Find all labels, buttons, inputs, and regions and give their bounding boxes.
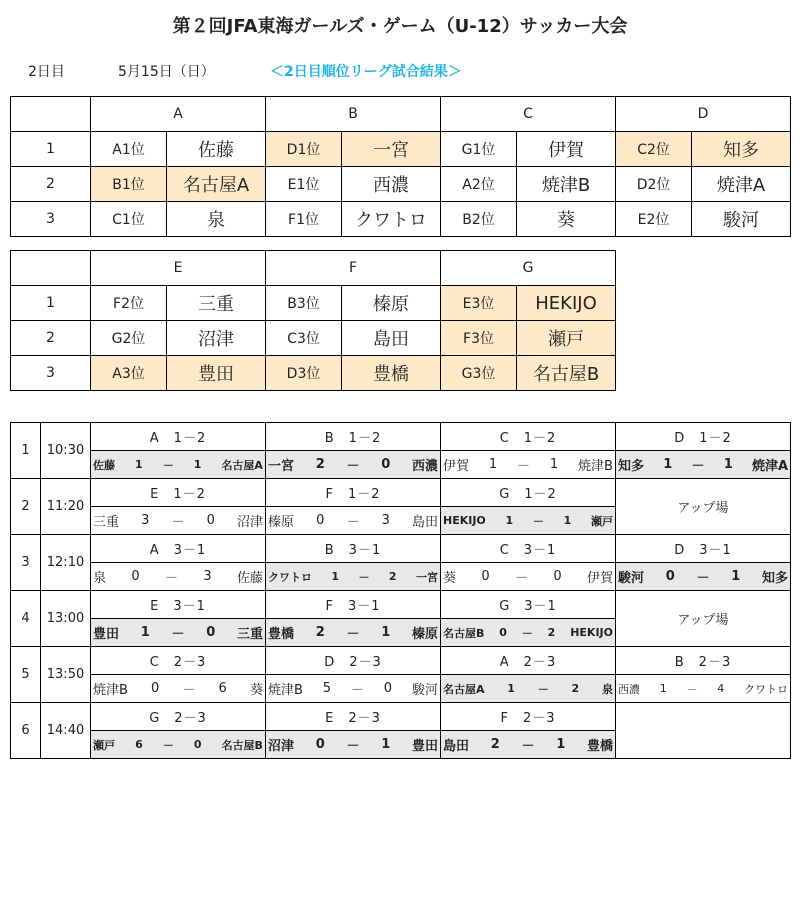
score-separator: － [696, 571, 710, 586]
group-header: C [441, 97, 616, 132]
score-separator: － [521, 626, 533, 640]
score-separator: － [346, 515, 360, 530]
round-number: 6 [11, 703, 41, 759]
team-name: 伊賀 [517, 132, 616, 167]
home-team: 豊田 [93, 627, 120, 642]
score-line [91, 457, 265, 473]
away-score: 1 [556, 737, 566, 752]
match-result [441, 563, 616, 591]
home-team: 駿河 [618, 571, 645, 586]
kickoff-time: 14:40 [41, 703, 91, 759]
home-score: 0 [665, 569, 675, 584]
match-result [441, 619, 616, 647]
away-score: 3 [203, 569, 212, 584]
away-team: 瀬戸 [590, 514, 613, 528]
home-team: 豊橋 [268, 627, 295, 642]
team-name: 豊田 [167, 356, 266, 391]
rank-position: F1位 [266, 202, 342, 237]
score-line [91, 679, 265, 698]
round-number: 1 [11, 423, 41, 479]
score-separator: － [162, 458, 174, 472]
rank-position: A1位 [91, 132, 167, 167]
match-result [616, 451, 791, 479]
match-result [616, 675, 791, 703]
group-header: G [441, 251, 616, 286]
team-name: 一宮 [342, 132, 441, 167]
away-team: HEKIJO [570, 626, 613, 639]
round-number: 3 [11, 535, 41, 591]
round-number: 5 [11, 647, 41, 703]
home-team: 名古屋A [443, 682, 485, 696]
team-name: 名古屋A [167, 167, 266, 202]
score-line [266, 569, 440, 585]
round-label-row [11, 479, 791, 507]
home-score: 2 [315, 625, 325, 640]
score-separator: － [182, 683, 196, 698]
team-name: 葵 [517, 202, 616, 237]
home-score: 2 [490, 737, 500, 752]
score-line [616, 455, 790, 474]
rank-position: E1位 [266, 167, 342, 202]
away-score: 1 [193, 458, 202, 471]
warmup-area: アップ場 [616, 479, 791, 535]
team-name: クワトロ [342, 202, 441, 237]
ranking-table-top [10, 96, 791, 237]
results-caption: ＜2日目順位リーグ試合結果＞ [270, 64, 462, 80]
round-label-row [11, 703, 791, 731]
home-team: 西濃 [618, 682, 640, 696]
score-line [266, 511, 440, 530]
away-team: 泉 [601, 682, 613, 696]
score-line [91, 623, 265, 642]
match-result [266, 619, 441, 647]
home-score: 1 [507, 682, 515, 695]
home-score: 5 [322, 681, 332, 696]
score-separator: － [346, 459, 360, 474]
score-line [441, 567, 615, 586]
rank-position: C1位 [91, 202, 167, 237]
away-team: 沼津 [236, 515, 263, 530]
rank-position: C3位 [266, 321, 342, 356]
rank-position: D3位 [266, 356, 342, 391]
match-label: A 2－3 [441, 647, 616, 675]
kickoff-time: 13:50 [41, 647, 91, 703]
score-line [441, 625, 615, 641]
match-result [441, 451, 616, 479]
match-result [441, 731, 616, 759]
score-separator: － [171, 515, 185, 530]
team-name: 焼津A [692, 167, 791, 202]
match-result [91, 675, 266, 703]
rank-position: A3位 [91, 356, 167, 391]
match-label: B 1－2 [266, 423, 441, 451]
home-team: 名古屋B [443, 626, 485, 640]
away-team: 豊橋 [586, 739, 613, 754]
home-team: 三重 [93, 515, 120, 530]
score-separator: － [532, 514, 544, 528]
rank-position: B2位 [441, 202, 517, 237]
match-result [266, 675, 441, 703]
home-score: 0 [151, 681, 160, 696]
home-score: 3 [141, 513, 150, 528]
rank-position: C2位 [616, 132, 692, 167]
kickoff-time: 10:30 [41, 423, 91, 479]
home-score: 0 [316, 513, 325, 528]
score-separator: － [686, 682, 698, 696]
home-score: 2 [315, 457, 325, 472]
match-label: E 1－2 [91, 479, 266, 507]
rank-position: B1位 [91, 167, 167, 202]
match-label: D 2－3 [266, 647, 441, 675]
team-name: 西濃 [342, 167, 441, 202]
away-score: 4 [717, 682, 725, 695]
group-header: E [91, 251, 266, 286]
rank-position: G1位 [441, 132, 517, 167]
home-score: 1 [331, 570, 340, 583]
team-name: 名古屋B [517, 356, 616, 391]
home-score: 1 [659, 682, 667, 695]
home-team: 一宮 [268, 459, 295, 474]
rank-position: F2位 [91, 286, 167, 321]
away-score: 0 [193, 738, 202, 751]
round-number: 4 [11, 591, 41, 647]
rank-number: 3 [11, 202, 91, 237]
home-team: 葵 [443, 571, 457, 586]
day-label: 2日目 [28, 64, 65, 80]
round-number: 2 [11, 479, 41, 535]
away-team: 名古屋A [221, 458, 263, 472]
round-label-row [11, 423, 791, 451]
match-label: B 3－1 [266, 535, 441, 563]
score-line [616, 567, 790, 586]
round-result-row [11, 563, 791, 591]
warmup-area: アップ場 [616, 591, 791, 647]
date-label: 5月15日（日） [118, 64, 215, 80]
score-separator: － [346, 627, 360, 642]
home-team: 焼津B [93, 683, 128, 698]
match-label: C 2－3 [91, 647, 266, 675]
rank-position: B3位 [266, 286, 342, 321]
home-team: 佐藤 [93, 458, 115, 472]
team-name: 駿河 [692, 202, 791, 237]
rank-number: 1 [11, 286, 91, 321]
away-team: 名古屋B [221, 738, 263, 752]
score-separator: － [517, 459, 531, 474]
team-name: 三重 [167, 286, 266, 321]
team-name: 榛原 [342, 286, 441, 321]
away-score: 0 [553, 569, 562, 584]
home-score: 1 [140, 625, 150, 640]
rank-row [11, 167, 791, 202]
team-name: 知多 [692, 132, 791, 167]
home-score: 0 [499, 626, 507, 639]
match-result [441, 675, 616, 703]
away-score: 1 [731, 569, 741, 584]
rank-position: G3位 [441, 356, 517, 391]
rank-row [11, 202, 791, 237]
match-result [616, 563, 791, 591]
away-team: 一宮 [416, 570, 438, 584]
team-name: 泉 [167, 202, 266, 237]
away-score: 0 [206, 513, 215, 528]
score-separator: － [350, 683, 364, 698]
home-team: クワトロ [268, 570, 312, 584]
rank-number: 1 [11, 132, 91, 167]
away-team: 焼津B [578, 459, 613, 474]
rank-position: D1位 [266, 132, 342, 167]
match-result [266, 507, 441, 535]
match-label: F 1－2 [266, 479, 441, 507]
score-line [441, 681, 615, 697]
match-label: E 3－1 [91, 591, 266, 619]
away-team: 三重 [236, 627, 263, 642]
score-line [266, 623, 440, 642]
kickoff-time: 11:20 [41, 479, 91, 535]
home-team: 泉 [93, 571, 107, 586]
rank-number: 3 [11, 356, 91, 391]
away-score: 0 [383, 681, 393, 696]
team-name: HEKIJO [517, 286, 616, 321]
away-team: クワトロ [744, 682, 788, 696]
match-label: G 1－2 [441, 479, 616, 507]
match-label: E 2－3 [266, 703, 441, 731]
score-separator: － [537, 682, 549, 696]
group-header: F [266, 251, 441, 286]
away-team: 駿河 [411, 683, 438, 698]
away-team: 西濃 [411, 459, 438, 474]
round-label-row [11, 647, 791, 675]
score-line [441, 735, 615, 754]
score-separator: － [162, 738, 174, 752]
match-label: C 3－1 [441, 535, 616, 563]
score-separator: － [521, 739, 535, 754]
group-header-row [11, 97, 791, 132]
score-separator: － [171, 627, 185, 642]
away-score: 2 [547, 626, 556, 639]
away-score: 6 [218, 681, 227, 696]
match-label: D 1－2 [616, 423, 791, 451]
away-team: 榛原 [411, 627, 438, 642]
team-name: 豊橋 [342, 356, 441, 391]
away-score: 2 [388, 570, 397, 583]
away-score: 0 [206, 625, 216, 640]
group-header-row [11, 251, 616, 286]
home-team: 瀬戸 [93, 738, 115, 752]
score-line [266, 455, 440, 474]
away-score: 1 [563, 514, 572, 527]
match-label: B 2－3 [616, 647, 791, 675]
rank-position: F3位 [441, 321, 517, 356]
score-separator: － [164, 571, 178, 586]
score-separator: － [514, 571, 528, 586]
match-result [91, 619, 266, 647]
rank-position: A2位 [441, 167, 517, 202]
rank-position: G2位 [91, 321, 167, 356]
home-team: 伊賀 [443, 459, 470, 474]
away-score: 1 [381, 625, 391, 640]
away-team: 葵 [249, 683, 263, 698]
score-line [266, 679, 440, 698]
rank-number: 2 [11, 321, 91, 356]
match-schedule-table [10, 422, 791, 759]
home-score: 1 [505, 514, 514, 527]
rank-row [11, 132, 791, 167]
score-line [441, 513, 615, 529]
away-team: 島田 [411, 515, 438, 530]
match-label: C 1－2 [441, 423, 616, 451]
home-team: 沼津 [268, 739, 295, 754]
round-result-row [11, 675, 791, 703]
kickoff-time: 12:10 [41, 535, 91, 591]
match-result [91, 507, 266, 535]
away-score: 3 [381, 513, 390, 528]
score-line [441, 455, 615, 474]
score-line [266, 735, 440, 754]
rank-position: D2位 [616, 167, 692, 202]
match-label: D 3－1 [616, 535, 791, 563]
home-score: 1 [135, 458, 143, 471]
home-team: 榛原 [268, 515, 295, 530]
corner-cell [11, 251, 91, 286]
match-label: G 2－3 [91, 703, 266, 731]
home-score: 1 [488, 457, 498, 472]
home-score: 6 [135, 738, 143, 751]
match-result [266, 563, 441, 591]
away-score: 1 [723, 457, 733, 472]
match-label: G 3－1 [441, 591, 616, 619]
empty-slot [616, 703, 791, 759]
match-result [441, 507, 616, 535]
rank-position: E3位 [441, 286, 517, 321]
home-team: 島田 [443, 739, 470, 754]
team-name: 瀬戸 [517, 321, 616, 356]
score-line [91, 567, 265, 586]
rank-position: E2位 [616, 202, 692, 237]
match-result [91, 563, 266, 591]
team-name: 焼津B [517, 167, 616, 202]
match-label: F 2－3 [441, 703, 616, 731]
match-result [266, 731, 441, 759]
away-score: 2 [571, 682, 580, 695]
round-result-row [11, 451, 791, 479]
home-team: 知多 [618, 459, 645, 474]
score-separator: － [691, 459, 705, 474]
away-team: 焼津A [751, 459, 788, 474]
match-label: A 3－1 [91, 535, 266, 563]
team-name: 佐藤 [167, 132, 266, 167]
home-score: 0 [481, 569, 490, 584]
home-team: 焼津B [268, 683, 303, 698]
score-line [616, 681, 790, 697]
score-line [91, 737, 265, 753]
match-label: F 3－1 [266, 591, 441, 619]
home-score: 0 [315, 737, 325, 752]
home-score: 0 [131, 569, 140, 584]
kickoff-time: 13:00 [41, 591, 91, 647]
round-label-row [11, 535, 791, 563]
away-team: 知多 [761, 571, 788, 586]
away-team: 佐藤 [236, 571, 263, 586]
match-result [91, 451, 266, 479]
score-separator: － [346, 739, 360, 754]
home-score: 1 [663, 457, 673, 472]
group-header: B [266, 97, 441, 132]
away-team: 伊賀 [586, 571, 613, 586]
away-score: 0 [381, 457, 391, 472]
rank-row [11, 321, 616, 356]
rank-row [11, 286, 616, 321]
away-team: 豊田 [411, 739, 438, 754]
ranking-table-bottom [10, 250, 616, 391]
document-title: 第２回JFA東海ガールズ・ゲーム（U-12）サッカー大会 [172, 16, 628, 37]
away-score: 1 [549, 457, 559, 472]
team-name: 島田 [342, 321, 441, 356]
score-line [91, 511, 265, 530]
match-result [266, 451, 441, 479]
corner-cell [11, 97, 91, 132]
round-label-row [11, 591, 791, 619]
group-header: D [616, 97, 791, 132]
away-score: 1 [381, 737, 391, 752]
home-team: HEKIJO [443, 514, 486, 527]
rank-number: 2 [11, 167, 91, 202]
team-name: 沼津 [167, 321, 266, 356]
rank-row [11, 356, 616, 391]
match-result [91, 731, 266, 759]
group-header: A [91, 97, 266, 132]
score-separator: － [358, 570, 370, 584]
match-label: A 1－2 [91, 423, 266, 451]
